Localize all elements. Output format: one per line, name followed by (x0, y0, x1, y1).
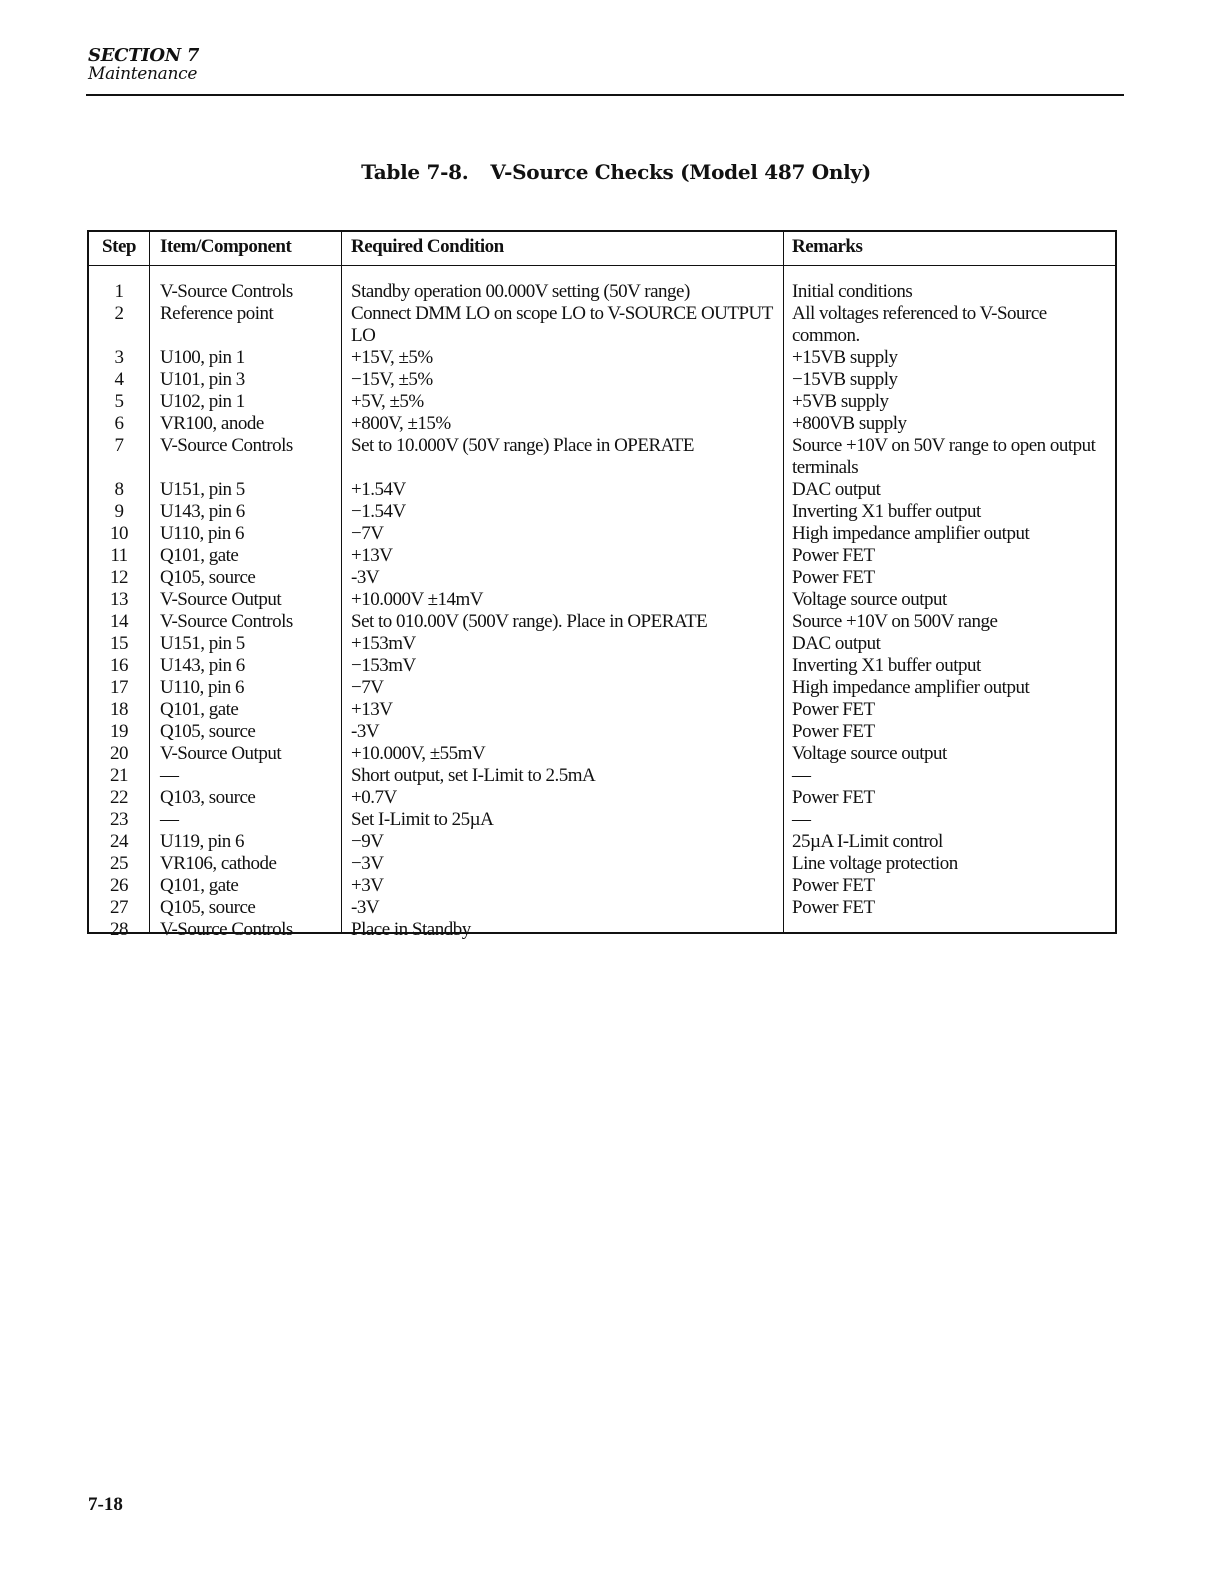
item-cell: U143, pin 6 (160, 655, 245, 676)
remarks-cell: Initial conditions (792, 281, 913, 302)
condition-cell: −15V, ±5% (351, 369, 433, 390)
item-cell: Reference point (160, 303, 274, 324)
table-caption: V-Source Checks (Model 487 Only) (490, 160, 871, 184)
table-row (89, 303, 1115, 347)
section-header (88, 46, 199, 84)
step-cell: 20 (110, 743, 128, 764)
item-cell: — (160, 765, 179, 786)
table-row (89, 743, 1115, 765)
item-cell: Q101, gate (160, 545, 239, 566)
condition-cell: −9V (351, 831, 384, 852)
step-cell: 5 (114, 391, 124, 412)
condition-cell: −7V (351, 677, 384, 698)
section-label: SECTION 7 (88, 45, 200, 66)
item-cell: U110, pin 6 (160, 677, 245, 698)
remarks-cell: +15VB supply (792, 347, 898, 368)
remarks-cell: — (792, 809, 811, 830)
step-cell: 2 (114, 303, 124, 324)
table-title (0, 160, 1232, 184)
table-row (89, 897, 1115, 919)
remarks-cell: Source +10V on 500V range (792, 611, 998, 632)
table-row (89, 831, 1115, 853)
condition-cell: +1.54V (351, 479, 406, 500)
condition-cell: -3V (351, 721, 380, 742)
table-row (89, 875, 1115, 897)
item-cell: U151, pin 5 (160, 633, 245, 654)
remarks-cell: DAC output (792, 633, 881, 654)
table-row (89, 633, 1115, 655)
step-cell: 17 (110, 677, 128, 698)
table-row (89, 853, 1115, 875)
step-cell: 12 (110, 567, 128, 588)
item-cell: Q103, source (160, 787, 256, 808)
item-cell: Q101, gate (160, 875, 239, 896)
table-row (89, 765, 1115, 787)
table-row (89, 523, 1115, 545)
step-cell: 25 (110, 853, 128, 874)
table-row (89, 721, 1115, 743)
remarks-cell: Inverting X1 buffer output (792, 501, 981, 522)
condition-cell: Place in Standby (351, 919, 471, 940)
table-row (89, 589, 1115, 611)
table-row (89, 655, 1115, 677)
condition-cell: +13V (351, 545, 393, 566)
remarks-cell: High impedance amplifier output (792, 523, 1030, 544)
column-header-remarks: Remarks (792, 236, 863, 257)
item-cell: V-Source Controls (160, 435, 293, 456)
item-cell: — (160, 809, 179, 830)
condition-cell: +10.000V, ±55mV (351, 743, 486, 764)
item-cell: V-Source Controls (160, 281, 293, 302)
item-cell: V-Source Controls (160, 919, 293, 940)
header-rule (86, 94, 1124, 96)
condition-cell: −7V (351, 523, 384, 544)
column-header-condition: Required Condition (351, 236, 504, 257)
remarks-cell: +800VB supply (792, 413, 907, 434)
remarks-cell: Power FET (792, 699, 875, 720)
item-cell: VR106, cathode (160, 853, 277, 874)
condition-cell: -3V (351, 897, 380, 918)
item-cell: U100, pin 1 (160, 347, 245, 368)
item-cell: U151, pin 5 (160, 479, 245, 500)
remarks-cell: Voltage source output (792, 589, 947, 610)
step-cell: 10 (110, 523, 128, 544)
condition-cell: +3V (351, 875, 384, 896)
vsource-checks-table (87, 230, 1117, 940)
remarks-cell: Power FET (792, 721, 875, 742)
table-row (89, 369, 1115, 391)
condition-cell: Connect DMM LO on scope LO to V-SOURCE OUTPUT LO (351, 303, 773, 346)
page-number: 7-18 (88, 1494, 123, 1515)
remarks-cell: DAC output (792, 479, 881, 500)
condition-cell: +5V, ±5% (351, 391, 424, 412)
step-cell: 19 (110, 721, 128, 742)
section-subtitle: Maintenance (88, 64, 198, 84)
remarks-cell: Power FET (792, 567, 875, 588)
remarks-cell: Power FET (792, 897, 875, 918)
item-cell: V-Source Controls (160, 611, 293, 632)
table-row (89, 787, 1115, 809)
remarks-cell: Power FET (792, 787, 875, 808)
remarks-cell: Inverting X1 buffer output (792, 655, 981, 676)
table-row (89, 435, 1115, 479)
header-divider (89, 265, 1115, 266)
item-cell: U110, pin 6 (160, 523, 245, 544)
condition-cell: Set I-Limit to 25µA (351, 809, 494, 830)
step-cell: 26 (110, 875, 128, 896)
remarks-cell: −15VB supply (792, 369, 898, 390)
remarks-cell: — (792, 765, 811, 786)
item-cell: Q105, source (160, 721, 256, 742)
step-cell: 23 (110, 809, 128, 830)
step-cell: 9 (114, 501, 124, 522)
item-cell: U101, pin 3 (160, 369, 245, 390)
item-cell: U143, pin 6 (160, 501, 245, 522)
table-row (89, 699, 1115, 721)
condition-cell: +153mV (351, 633, 416, 654)
step-cell: 21 (110, 765, 128, 786)
remarks-cell: Power FET (792, 875, 875, 896)
remarks-cell: 25µA I-Limit control (792, 831, 943, 852)
step-cell: 24 (110, 831, 128, 852)
step-cell: 4 (114, 369, 124, 390)
step-cell: 3 (114, 347, 124, 368)
step-cell: 7 (114, 435, 124, 456)
column-header-step: Step (102, 236, 136, 257)
table-row (89, 545, 1115, 567)
condition-cell: Short output, set I-Limit to 2.5mA (351, 765, 596, 786)
step-cell: 18 (110, 699, 128, 720)
condition-cell: Set to 10.000V (50V range) Place in OPERATE (351, 435, 694, 456)
table-row (89, 501, 1115, 523)
step-cell: 14 (110, 611, 128, 632)
table-row (89, 347, 1115, 369)
step-cell: 13 (110, 589, 128, 610)
table-row (89, 919, 1115, 941)
step-cell: 15 (110, 633, 128, 654)
remarks-cell: +5VB supply (792, 391, 889, 412)
step-cell: 1 (114, 281, 124, 302)
table-row (89, 611, 1115, 633)
table-row (89, 413, 1115, 435)
remarks-cell: Voltage source output (792, 743, 947, 764)
remarks-cell: High impedance amplifier output (792, 677, 1030, 698)
item-cell: V-Source Output (160, 589, 282, 610)
remarks-cell: All voltages referenced to V-Source common. (792, 303, 1047, 346)
item-cell: Q105, source (160, 897, 256, 918)
condition-cell: +800V, ±15% (351, 413, 451, 434)
condition-cell: −1.54V (351, 501, 406, 522)
step-cell: 16 (110, 655, 128, 676)
table-row (89, 809, 1115, 831)
table-row (89, 479, 1115, 501)
step-cell: 8 (114, 479, 124, 500)
table-row (89, 567, 1115, 589)
table-row (89, 281, 1115, 303)
condition-cell: −3V (351, 853, 384, 874)
condition-cell: −153mV (351, 655, 416, 676)
table-body (89, 281, 1115, 941)
step-cell: 27 (110, 897, 128, 918)
remarks-cell: Power FET (792, 545, 875, 566)
condition-cell: +13V (351, 699, 393, 720)
condition-cell: Set to 010.00V (500V range). Place in OPERATE (351, 611, 708, 632)
item-cell: Q105, source (160, 567, 256, 588)
condition-cell: +15V, ±5% (351, 347, 433, 368)
condition-cell: +10.000V ±14mV (351, 589, 484, 610)
remarks-cell: Source +10V on 50V range to open output terminals (792, 435, 1096, 478)
condition-cell: Standby operation 00.000V setting (50V range) (351, 281, 690, 302)
table-header-row (89, 236, 1115, 264)
table-row (89, 391, 1115, 413)
step-cell: 22 (110, 787, 128, 808)
item-cell: U102, pin 1 (160, 391, 245, 412)
table-number: Table 7-8. (361, 160, 469, 184)
item-cell: V-Source Output (160, 743, 282, 764)
item-cell: VR100, anode (160, 413, 264, 434)
item-cell: Q101, gate (160, 699, 239, 720)
step-cell: 6 (114, 413, 124, 434)
table-row (89, 677, 1115, 699)
condition-cell: -3V (351, 567, 380, 588)
condition-cell: +0.7V (351, 787, 397, 808)
step-cell: 28 (110, 919, 128, 940)
column-header-item: Item/Component (160, 236, 292, 257)
item-cell: U119, pin 6 (160, 831, 245, 852)
remarks-cell: Line voltage protection (792, 853, 958, 874)
step-cell: 11 (110, 545, 128, 566)
